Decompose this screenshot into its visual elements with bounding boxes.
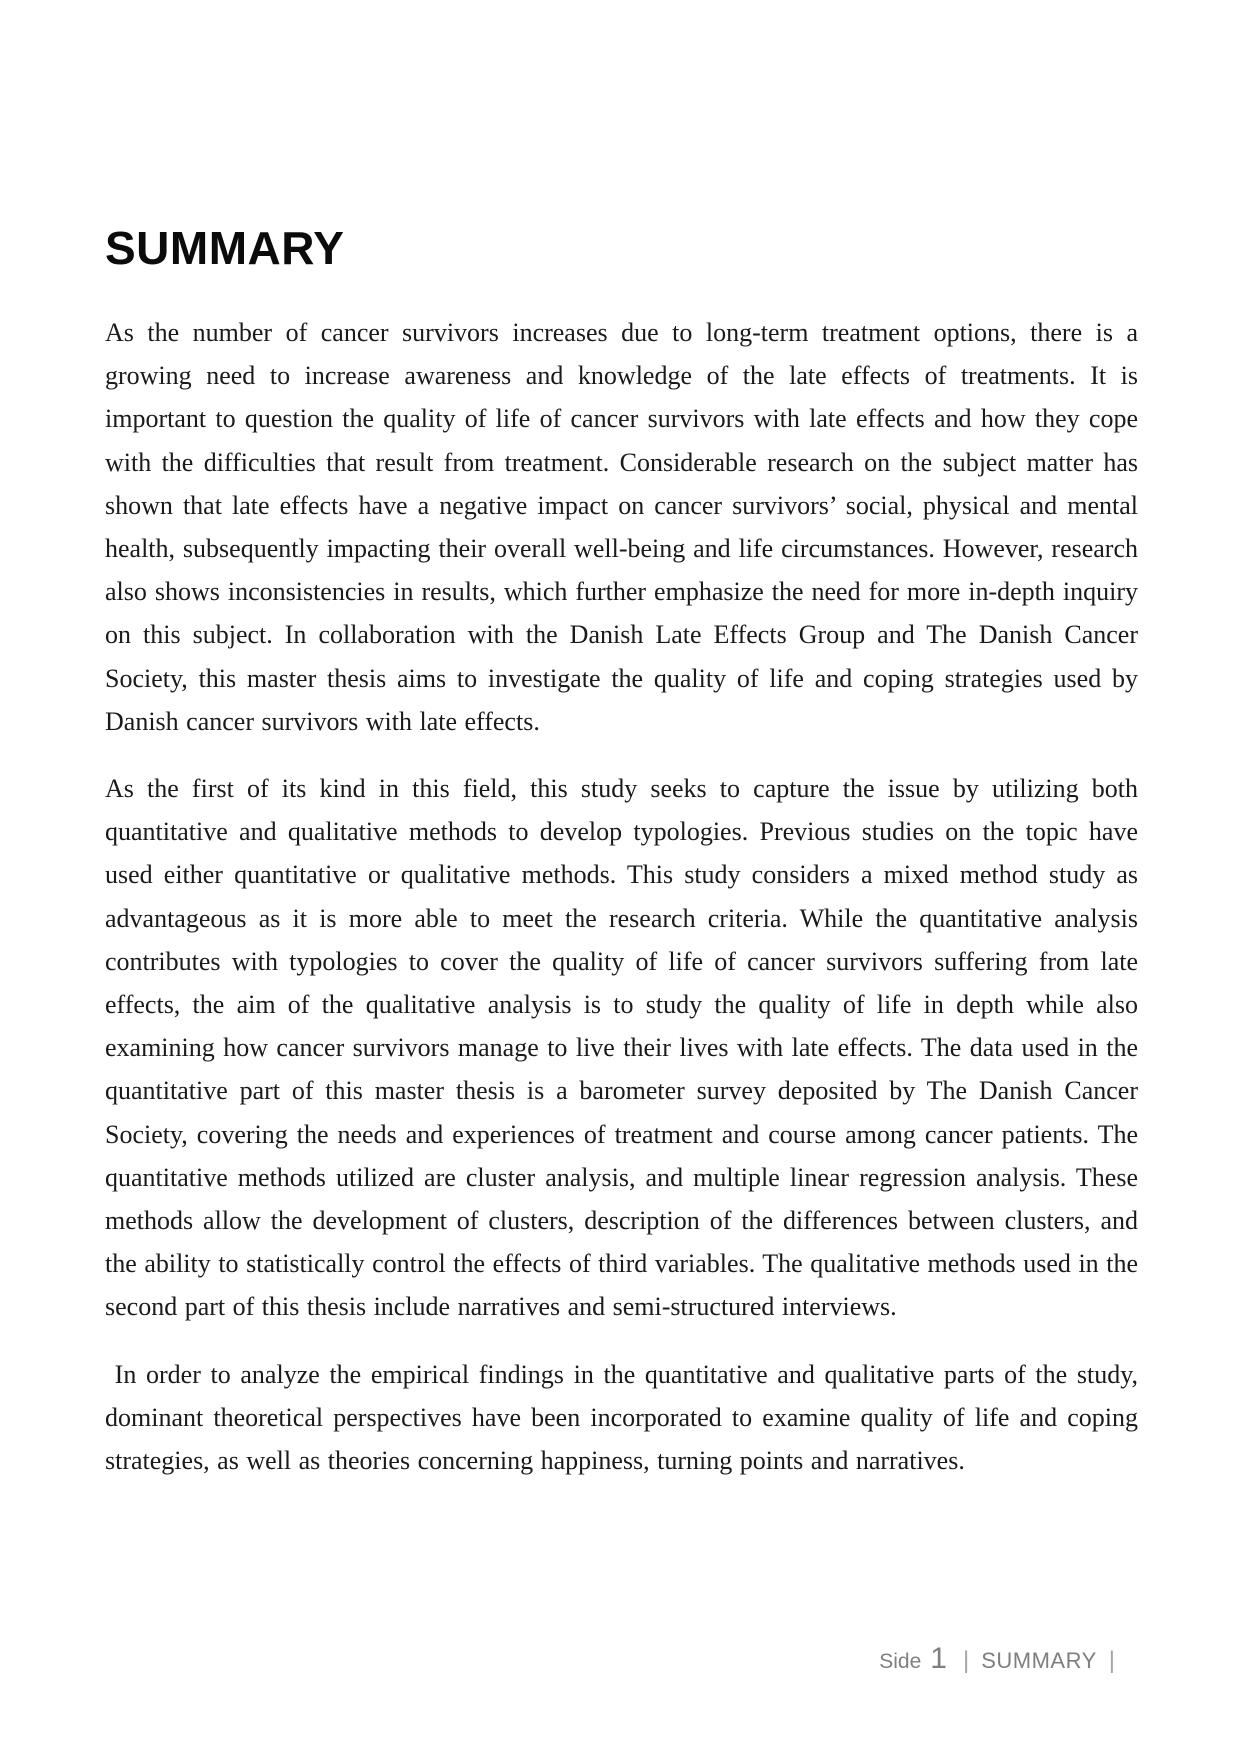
paragraph-1: As the number of cancer survivors increases due to long-term treatment options, there is a growing need to increase awareness and knowledge of the late effects of treatments. It is important to question the quality of life of cancer survivors with late effects and how they cope with the difficulties that result from treatment. Considerable research on the subject matter has shown that late effects have a negative impact on cancer survivors’ social, physical and mental health, subsequently impacting their overall well-being and life circumstances. However, research also shows inconsistencies in results, which further emphasize the need for more in-depth inquiry on this subject. In collaboration with the Danish Late Effects Group and The Danish Cancer Society, this master thesis aims to investigate the quality of life and coping strategies used by Danish cancer survivors with late effects.	[105, 318, 1146, 736]
paragraph-3: In order to analyze the empirical findings in the quantitative and qualitative parts of the study, dominant theoretical perspectives have been incorporated to examine quality of life and coping strategies, as well as theories concerning happiness, turning points and narratives.	[105, 1359, 1146, 1476]
footer-page-number: 1	[930, 1642, 947, 1675]
page-title: SUMMARY	[105, 222, 345, 274]
footer-page-label: Side	[879, 1650, 922, 1673]
footer-separator: |	[962, 1647, 970, 1674]
footer-separator-trailing: |	[1108, 1647, 1115, 1674]
footer-section-title: SUMMARY	[981, 1648, 1097, 1673]
page-footer	[879, 1642, 1127, 1676]
paragraph-2: As the first of its kind in this field, this study seeks to capture the issue by utilizing both quantitative and qualitative methods to develop typologies. Previous studies on the topic have used either quantitative or qualitative methods. This study considers a mixed method study as advantageous as it is more able to meet the research criteria. While the quantitative analysis contributes with typologies to cover the quality of life of cancer survivors suffering from late effects, the aim of the qualitative analysis is to study the quality of life in depth while also examining how cancer survivors manage to live their lives with late effects. The data used in the quantitative part of this master thesis is a barometer survey deposited by The Danish Cancer Society, covering the needs and experiences of treatment and course among cancer patients. The quantitative methods utilized are cluster analysis, and multiple linear regression analysis. These methods allow the development of clusters, description of the differences between clusters, and the ability to statistically control the effects of third variables. The qualitative methods used in the second part of this thesis include narratives and semi-structured interviews.	[105, 774, 1146, 1322]
page-content	[105, 0, 1146, 1506]
